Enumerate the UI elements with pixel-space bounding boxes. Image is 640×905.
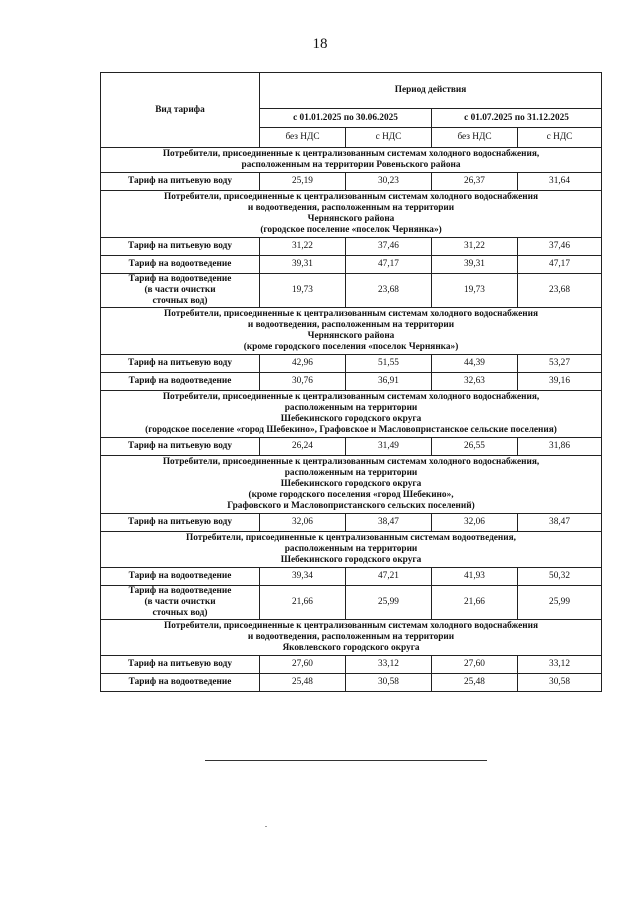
tariff-value: 26,37 [432,173,518,191]
tariff-value: 30,76 [260,373,346,391]
tariff-name-line: Тариф на питьевую воду [127,358,233,368]
tariff-value: 31,64 [518,173,602,191]
tariff-value: 33,12 [346,656,432,674]
group-title [101,532,602,568]
tariff-value: 36,91 [346,373,432,391]
tariff-row [101,373,602,391]
tariff-value: 39,34 [260,568,346,586]
group-title-line: Графовского и Масловопристанского сельских поселений) [227,501,475,511]
tariff-value: 30,58 [346,674,432,692]
tariff-name [101,568,260,586]
tariff-value: 32,06 [432,514,518,532]
tariff-value: 31,86 [518,438,602,456]
tariff-name [101,173,260,191]
tariff-row [101,256,602,274]
tariff-value: 38,47 [346,514,432,532]
tariff-name-line: Тариф на питьевую воду [127,176,233,186]
table-header [101,73,602,148]
group-title-row [101,148,602,173]
tariff-value: 26,55 [432,438,518,456]
tariff-name-line: (в части очистки [144,597,216,607]
group-title [101,391,602,438]
tariff-value: 19,73 [260,274,346,308]
group-title-row [101,391,602,438]
group-title-line: расположенным на территории Ровеньского района [241,160,461,170]
group-title-line: Потребители, присоединенные к централизованным системам холодного водоснабжения, [162,392,540,402]
group-title-line: Потребители, присоединенные к централизованным системам холодного водоснабжения, [162,457,540,467]
tariff-name [101,674,260,692]
tariff-value: 27,60 [260,656,346,674]
tariff-name [101,438,260,456]
tariff-value: 33,12 [518,656,602,674]
footer-divider [205,760,487,761]
tariff-row [101,238,602,256]
tariff-value: 30,58 [518,674,602,692]
tariff-value: 53,27 [518,355,602,373]
group-title-line: и водоотведения, расположенным на территории [247,203,455,213]
tariff-value: 23,68 [518,274,602,308]
tariff-value: 23,68 [346,274,432,308]
group-title-line: и водоотведения, расположенным на территории [247,632,455,642]
tariff-value: 19,73 [432,274,518,308]
group-title-line: расположенным на территории [284,544,418,554]
tariff-row [101,355,602,373]
tariff-name [101,514,260,532]
tariff-value: 32,06 [260,514,346,532]
tariff-table [100,72,602,692]
tariff-value: 25,48 [260,674,346,692]
tariff-value: 31,22 [260,238,346,256]
group-title [101,191,602,238]
tariff-name [101,355,260,373]
group-title-line: Потребители, присоединенные к централизованным системам водоотведения, [186,533,516,543]
tariff-value: 21,66 [432,586,518,620]
group-title-row [101,191,602,238]
tariff-name-line: Тариф на водоотведение [128,259,232,269]
tariff-value: 32,63 [432,373,518,391]
group-title-line: Чернянского района [307,331,395,341]
tariff-value: 41,93 [432,568,518,586]
group-title-row [101,620,602,656]
tariff-name-line: Тариф на водоотведение [128,571,232,581]
period-2-header: с 01.07.2025 по 31.12.2025 [432,109,602,128]
tariff-name-line: Тариф на питьевую воду [127,441,233,451]
tariff-value: 47,21 [346,568,432,586]
group-title-line: Шебекинского городского округа [280,479,422,489]
tariff-value: 26,24 [260,438,346,456]
group-title-line: расположенным на территории [284,403,418,413]
tariff-name [101,373,260,391]
tariff-row [101,514,602,532]
tariff-value: 38,47 [518,514,602,532]
tariff-value: 39,31 [432,256,518,274]
tariff-value: 31,49 [346,438,432,456]
tariff-name-line: Тариф на питьевую воду [127,517,233,527]
tariff-value: 25,19 [260,173,346,191]
tariff-value: 30,23 [346,173,432,191]
tariff-name-line: Тариф на питьевую воду [127,659,233,669]
tariff-row [101,674,602,692]
tariff-name-line: сточных вод) [152,608,208,618]
tariff-row [101,438,602,456]
group-title [101,148,602,173]
group-title-line: (кроме городского поселения «город Шебекино», [248,490,454,500]
tariff-value: 37,46 [518,238,602,256]
tariff-row [101,586,602,620]
group-title-row [101,532,602,568]
tariff-value: 50,32 [518,568,602,586]
group-title-line: Чернянского района [307,214,395,224]
tariff-row [101,274,602,308]
tariff-value: 39,16 [518,373,602,391]
validity-period-header: Период действия [260,73,602,109]
tariff-value: 42,96 [260,355,346,373]
tariff-type-header: Вид тарифа [101,73,260,148]
group-title-line: Потребители, присоединенные к централизованным системам холодного водоснабжения [163,192,539,202]
period-2-with-vat-header: с НДС [518,128,602,148]
tariff-value: 27,60 [432,656,518,674]
group-title [101,308,602,355]
tariff-name-line: Тариф на водоотведение [128,677,232,687]
tariff-row [101,568,602,586]
group-title-line: (городское поселение «город Шебекино», Графовское и Масловопристанское сельские поселения) [145,425,557,435]
tariff-row [101,656,602,674]
tariff-name-line: Тариф на питьевую воду [127,241,233,251]
tariff-value: 51,55 [346,355,432,373]
group-title [101,456,602,514]
group-title-row [101,308,602,355]
tariff-value: 44,39 [432,355,518,373]
group-title-line: Потребители, присоединенные к централизованным системам холодного водоснабжения [163,309,539,319]
group-title-line: Потребители, присоединенные к централизованным системам холодного водоснабжения, [162,149,540,159]
tariff-name-line: Тариф на водоотведение [128,376,232,386]
tariff-name [101,238,260,256]
tariff-row [101,173,602,191]
tariff-name-line: Тариф на водоотведение [128,586,232,596]
period-2-without-vat-header: без НДС [432,128,518,148]
scan-mark [265,826,267,827]
tariff-value: 25,48 [432,674,518,692]
tariff-value: 21,66 [260,586,346,620]
tariff-value: 25,99 [346,586,432,620]
tariff-value: 47,17 [346,256,432,274]
tariff-value: 31,22 [432,238,518,256]
group-title-line: (городское поселение «поселок Чернянка») [260,225,442,235]
page-number: 18 [312,36,328,52]
tariff-name-line: сточных вод) [152,296,208,306]
tariff-value: 39,31 [260,256,346,274]
tariff-name-line: Тариф на водоотведение [128,274,232,284]
tariff-value: 47,17 [518,256,602,274]
tariff-name [101,256,260,274]
group-title-line: и водоотведения, расположенным на территории [247,320,455,330]
period-1-without-vat-header: без НДС [260,128,346,148]
tariff-name [101,656,260,674]
group-title [101,620,602,656]
table-body [101,148,602,692]
group-title-line: Шебекинского городского округа [280,414,422,424]
period-1-header: с 01.01.2025 по 30.06.2025 [260,109,432,128]
group-title-line: Шебекинского городского округа [280,555,422,565]
group-title-line: Потребители, присоединенные к централизованным системам холодного водоснабжения [163,621,539,631]
tariff-value: 25,99 [518,586,602,620]
group-title-row [101,456,602,514]
tariff-name-line: (в части очистки [144,285,216,295]
group-title-line: расположенным на территории [284,468,418,478]
tariff-name [101,586,260,620]
tariff-name [101,274,260,308]
group-title-line: (кроме городского поселения «поселок Чернянка») [243,342,459,352]
tariff-value: 37,46 [346,238,432,256]
group-title-line: Яковлевского городского округа [282,643,420,653]
period-1-with-vat-header: с НДС [346,128,432,148]
